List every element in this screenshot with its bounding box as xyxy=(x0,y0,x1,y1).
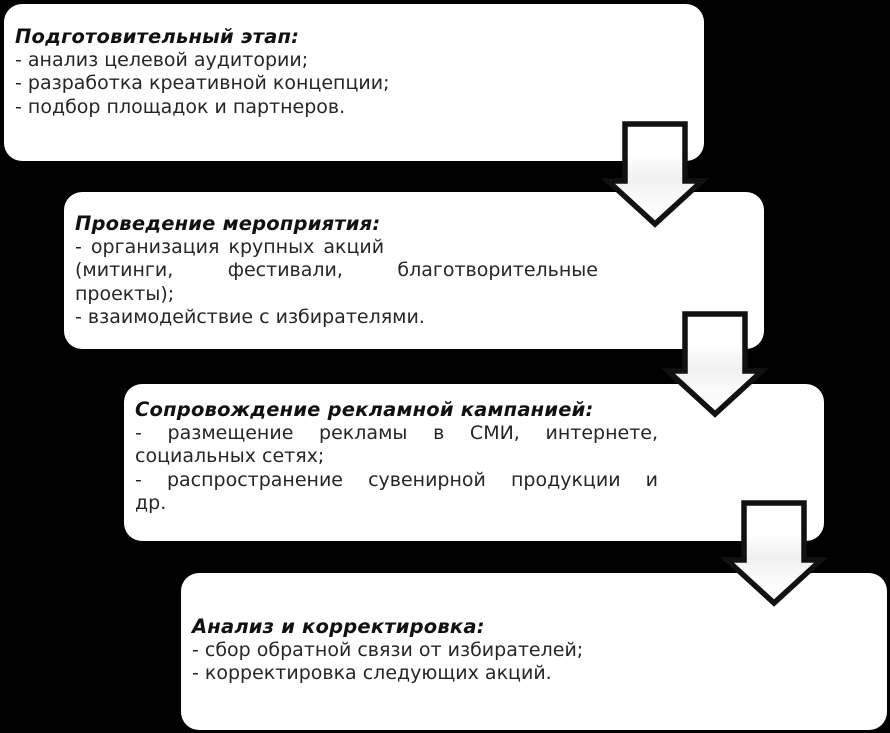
stage-line: др. xyxy=(135,492,167,515)
stage-content xyxy=(135,398,658,516)
stage-line: - распространение сувенирной продукции и xyxy=(135,468,658,491)
stage-title: Подготовительный этап: xyxy=(15,25,300,48)
stage-title: Проведение мероприятия: xyxy=(75,212,381,235)
stage-line: - сбор обратной связи от избирателей; xyxy=(192,638,584,661)
stage-content xyxy=(15,25,538,119)
stage-line: - разработка креативной концепции; xyxy=(15,72,390,95)
stage-line: (митинги, фестивали, благотворительные xyxy=(75,259,598,282)
stage-line: - анализ целевой аудитории; xyxy=(15,48,309,71)
stage-line: - взаимодействие с избирателями. xyxy=(75,306,425,329)
down-arrow-icon xyxy=(665,311,765,418)
stage-line: - подбор площадок и партнеров. xyxy=(15,95,346,118)
down-arrow-icon xyxy=(605,121,705,228)
stage-content xyxy=(75,212,598,330)
stage-title: Сопровождение рекламной кампанией: xyxy=(135,398,594,421)
stage-line: - организация крупных акций xyxy=(75,235,385,258)
down-arrow-icon xyxy=(724,500,824,607)
stage-content xyxy=(192,615,715,686)
stage-title: Анализ и корректировка: xyxy=(192,615,485,638)
stage-line: проекты); xyxy=(75,282,175,305)
stage-box-preparation xyxy=(4,4,704,161)
stage-line: социальных сетях; xyxy=(135,445,325,468)
stage-line: - корректировка следующих акций. xyxy=(192,662,552,685)
stage-line: - размещение рекламы в СМИ, интернете, xyxy=(135,421,658,444)
